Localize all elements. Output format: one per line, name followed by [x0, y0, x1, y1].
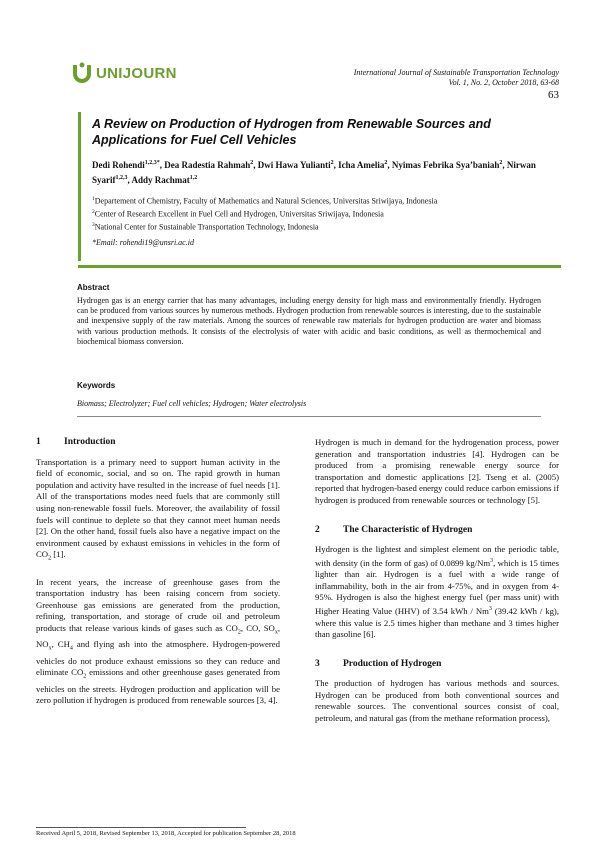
section-number: 3: [315, 658, 320, 669]
author-name: Addy Rachmat: [131, 175, 190, 185]
author-name: Dea Radestia Rahmah: [164, 160, 251, 170]
section-heading-introduction: [36, 437, 280, 449]
paragraph: In recent years, the increase of greenhouse gases from the transportation industry has been raising concern from society. Greenhouse gas emissions are generated from the production, refining, transportation, and storage of crude oil and petroleum products that release various kinds of gases such as $CO_2$, CO, $SO_x$, $NO_x$, $CH_4$ and flying ash into the atmosphere. Hydrogen-powered vehicles do not produce exhaust emissions so they can reduce and eliminate $CO_2$ emissions and other greenhouse gases generated from vehicles on the streets. Hydrogen production and application will be zero pollution if hydrogen is produced from renewable sources [3, 4].: [36, 576, 280, 706]
author-affiliation-marker: 2: [499, 160, 503, 166]
paragraph: The production of hydrogen has various methods and sources. Hydrogen can be produced from both conventional sources and renewable sources. The conventional sources consist of coal, petroleum, and natural gas (from the methane reformation process),: [315, 678, 559, 724]
page-number: 63: [548, 89, 559, 101]
section-number: 2: [315, 524, 320, 535]
title-block-divider: [78, 265, 561, 268]
author-affiliation-marker: 1,2: [189, 175, 198, 181]
title-accent-bar: [78, 112, 81, 261]
author-name: Dedi Rohendi: [92, 160, 145, 170]
paragraph: Hydrogen is the lightest and simplest element on the periodic table, with density (in the form of gas) of 0.0899 kg/Nm$^3$, which is 15 times lighter than air. Hydrogen is a fuel with a wide range of inflammability, both in the air from 4-75%, and in oxygen from 4-95%. Hydrogen is also the highest energy fuel (per mass unit) with Higher Heating Value (HHV) of 3.54 kWh / Nm$^3$ (39.42 kWh / kg), where this value is 2.5 times higher than methane and 3 times higher than gasoline [6].: [315, 544, 559, 640]
section-title: The Characteristic of Hydrogen: [343, 524, 473, 535]
author-name: Icha Amelia: [338, 160, 385, 170]
affiliation-line: $^2$Center of Research Excellent in Fuel Cell and Hydrogen, Universitas Sriwijaya, Indonesia: [92, 209, 384, 219]
author-affiliation-marker: 1,2,3: [115, 175, 128, 181]
paragraph: Transportation is a primary need to support human activity in the field of economic, social, and so on. The rapid growth in human population and activity have resulted in the increase of fuel needs [1]. All of the transportations modes need fuels that are commonly still using non-renewable fossil fuels. Moreover, the availability of fossil fuels will continue to deplete so that they cannot meet human needs [2]. On the other hand, fossil fuels also have a negative impact on the environment caused by exhaust emissions in vehicles in the form of $CO_2$ [1].: [36, 456, 280, 563]
affiliations: [92, 194, 562, 233]
author-name: Dwi Hawa Yulianti: [257, 160, 331, 170]
author-affiliation-marker: 2: [250, 160, 254, 166]
section-heading-characteristic: [315, 525, 559, 537]
logo-text: UNIJOURN: [96, 64, 177, 82]
author-name: Nirwan Syarif: [92, 160, 536, 185]
author-affiliation-marker: 2: [384, 160, 388, 166]
right-column: [315, 437, 559, 725]
section-heading-production: [315, 659, 559, 671]
paper-title: A Review on Production of Hydrogen from Renewable Sources and Applications for Fuel Cell Vehicles: [92, 117, 491, 147]
keywords-divider: [77, 416, 541, 417]
corresponding-email[interactable]: *Email: rohendi19@unsri.ac.id: [92, 238, 194, 247]
author-affiliation-marker: 1,2,3*: [144, 160, 160, 166]
affiliation-line: $^1$Departement of Chemistry, Faculty of Mathematics and Natural Sciences, Universitas Sriwijaya, Indonesia: [92, 196, 438, 206]
paragraph: Hydrogen is much in demand for the hydrogenation process, power generation and transportation industries [4]. Hydrogen can be produced from a promising renewable energy source for transportation and domestic applications [2]. Tseng et al. (2005) reported that hydrogen-based energy could reduce carbon emissions if hydrogen is produced from renewable sources or technology [5].: [315, 437, 559, 505]
journal-logo: [72, 62, 177, 84]
journal-volume: Vol. 1, No. 2, October 2018, 63-68: [448, 78, 559, 87]
abstract-text: Hydrogen gas is an energy carrier that has many advantages, including energy density for high mass and environmentally friendly. Hydrogen can be produced from various sources by numerous methods. Hydrogen production from renewable sources is interesting, due to the sustainable and inexpensive supply of the raw materials. Among the sources of renewable raw materials for hydrogen production are water and biomass with various production methods. It consists of the electrolysis of water with acidic and basic conditions, as well as thermochemical and biochemical biomass conversion.: [77, 296, 541, 346]
keywords-label: Keywords: [77, 381, 116, 390]
keywords-text: Biomass; Electrolyzer; Fuel cell vehicles; Hydrogen; Water electrolysis: [77, 399, 307, 408]
author-affiliation-marker: 2: [330, 160, 334, 166]
section-title: Production of Hydrogen: [343, 658, 442, 669]
left-column: [36, 437, 280, 707]
journal-name: International Journal of Sustainable Transportation Technology: [353, 68, 559, 77]
section-number: 1: [36, 437, 41, 447]
unijourn-logo-icon: [72, 62, 92, 84]
affiliation-line: $^3$National Center for Sustainable Transportation Technology, Indonesia: [92, 222, 319, 232]
publication-dates: Received April 5, 2018, Revised September 13, 2018, Accepted for publication September 28, 2018: [36, 830, 296, 837]
footer-divider: [36, 827, 246, 828]
journal-info: [354, 68, 559, 88]
author-list: Dedi Rohendi$^{1,2,3*}$, Dea Radestia Rahmah$^2$, Dwi Hawa Yulianti$^2$, Icha Amelia$^2$, Nyimas Febrika Sya’baniah$^2$, Nirwan Syarif$^{1,2,3}$, Addy Rachmat$^{1,2}$: [92, 160, 536, 185]
abstract-label: Abstract: [77, 283, 110, 292]
author-name: Nyimas Febrika Sya’baniah: [391, 160, 500, 170]
section-title: Introduction: [64, 437, 116, 447]
